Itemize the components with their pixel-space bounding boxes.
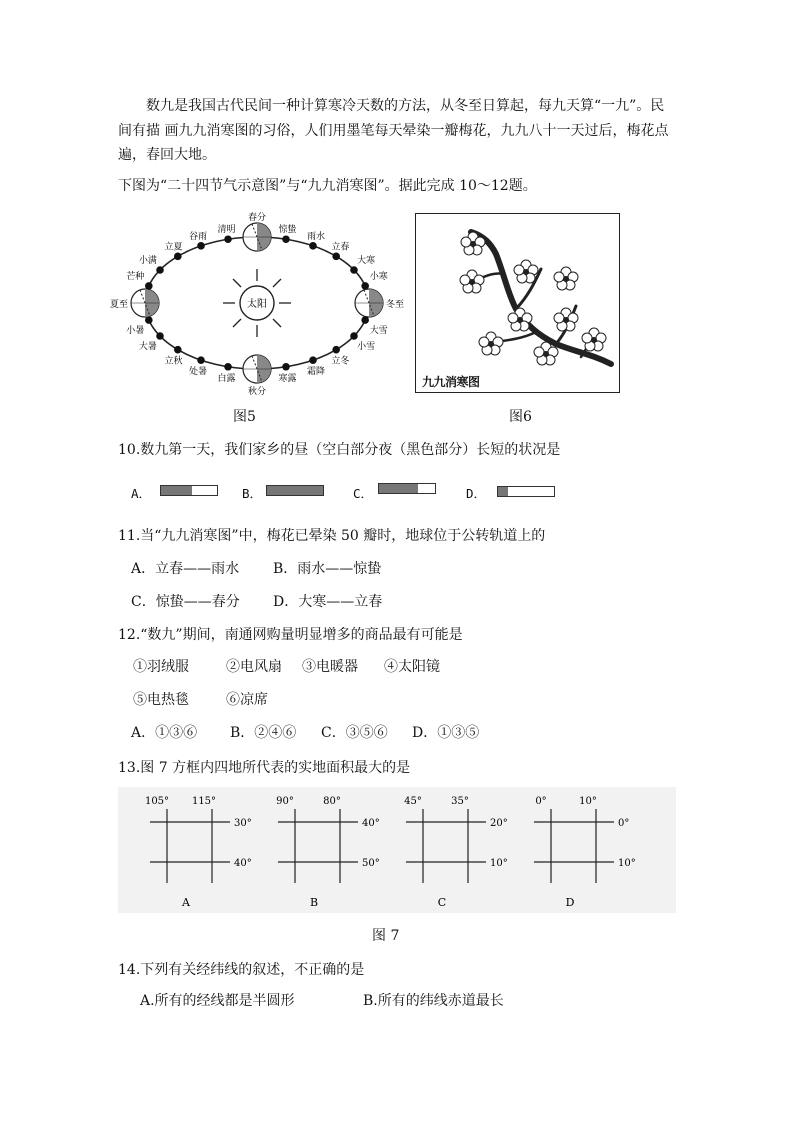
plum-blossom-branch-illustration xyxy=(416,214,619,392)
latitude-label: 40° xyxy=(362,818,380,829)
solar-term-label: 处暑 xyxy=(188,367,208,378)
q12-item-3: ③电暖器 xyxy=(302,659,358,675)
q12-item-4: ④太阳镜 xyxy=(384,659,440,675)
q14-option-b: B.所有的纬线赤道最长 xyxy=(363,993,504,1009)
earth-globe-icon xyxy=(355,289,383,317)
longitude-label: 0° xyxy=(535,796,547,807)
solar-term-point xyxy=(224,363,232,371)
q11-option-c: C．惊蛰——春分 xyxy=(131,594,240,610)
graticule-grid-c xyxy=(404,796,508,909)
solar-term-label: 清明 xyxy=(217,225,236,236)
figure-6-frame xyxy=(415,213,620,393)
grid-option-label: A xyxy=(182,896,190,909)
solar-term-point xyxy=(309,242,317,250)
solar-term-label: 谷雨 xyxy=(188,231,208,242)
longitude-label: 90° xyxy=(276,796,294,807)
solar-term-label: 惊蛰 xyxy=(278,225,297,236)
solar-term-point xyxy=(282,363,290,371)
q11-option-a: A．立春——雨水 xyxy=(131,561,240,577)
solar-term-label: 立夏 xyxy=(164,242,183,253)
earth-globe-icon xyxy=(243,223,271,251)
solar-term-point xyxy=(332,253,340,261)
q11-stem: 11.当“九九消寒图”中，梅花已晕染 50 瓣时，地球位于公转轨道上的 xyxy=(118,528,546,544)
latitude-label: 10° xyxy=(618,858,636,869)
solar-term-label: 小寒 xyxy=(369,271,388,282)
figure-7-caption: 图 7 xyxy=(372,928,400,944)
solar-term-label: 霜降 xyxy=(306,367,326,378)
grid-option-label: C xyxy=(437,896,447,909)
graticule-grid-a xyxy=(145,796,252,909)
solar-term-label: 小暑 xyxy=(126,326,145,337)
longitude-label: 80° xyxy=(323,796,341,807)
solar-term-label: 寒露 xyxy=(278,373,297,384)
solar-term-point xyxy=(332,346,340,354)
intro-paragraph: 数九是我国古代民间一种计算寒冷天数的方法，从冬至日算起，每九天算“一九”。民间有描 画九九消寒图的习俗，人们用墨笔每天晕染一瓣梅花，九九八十一天过后，梅花点遍，春回大地。 xyxy=(118,98,669,163)
q10-option-b-label: B． xyxy=(242,486,263,501)
solar-term-label: 夏至 xyxy=(109,300,128,310)
solar-term-point xyxy=(197,356,205,364)
q11-option-d: D．大寒——立春 xyxy=(273,594,383,610)
q10-option-a-bar xyxy=(160,485,218,496)
solar-term-point xyxy=(282,235,290,243)
solar-term-label: 大寒 xyxy=(357,256,376,266)
q11-option-b: B．雨水——惊蛰 xyxy=(273,561,382,577)
q12-option-b: B．②④⑥ xyxy=(230,725,297,741)
solar-term-point xyxy=(350,332,358,340)
grid-option-label: D xyxy=(565,896,575,909)
q12-stem: 12.“数九”期间，南通网购量明显增多的商品最有可能是 xyxy=(118,627,463,643)
solar-term-point xyxy=(224,235,232,243)
grid-option-label: B xyxy=(309,896,319,909)
solar-term-point xyxy=(350,266,358,274)
solar-term-point xyxy=(174,253,182,261)
solar-term-label: 秋分 xyxy=(247,387,267,397)
solar-term-point xyxy=(197,242,205,250)
longitude-label: 115° xyxy=(191,796,217,807)
q14-stem: 14.下列有关经纬线的叙述，不正确的是 xyxy=(118,962,365,978)
solar-term-label: 白露 xyxy=(217,373,236,384)
solar-term-label: 立秋 xyxy=(164,356,183,367)
solar-term-label: 春分 xyxy=(247,213,267,223)
solar-term-point xyxy=(145,282,153,290)
solar-term-label: 雨水 xyxy=(306,231,326,242)
latitude-label: 50° xyxy=(362,858,380,869)
latitude-label: 20° xyxy=(490,818,508,829)
latitude-label: 10° xyxy=(490,858,508,869)
latitude-label: 30° xyxy=(234,818,252,829)
q10-option-c-bar xyxy=(378,483,436,494)
solar-term-point xyxy=(309,356,317,364)
q12-item-5: ⑤电热毯 xyxy=(133,692,189,708)
figure-7-graticule-grids xyxy=(118,787,676,913)
solar-term-label: 冬至 xyxy=(386,300,405,310)
q12-option-c: C．③⑤⑥ xyxy=(321,725,388,741)
solar-term-label: 大暑 xyxy=(138,342,157,352)
solar-term-point xyxy=(174,346,182,354)
solar-term-point xyxy=(156,266,164,274)
graticule-grid-b xyxy=(276,796,380,909)
earth-globe-icon xyxy=(243,355,271,383)
longitude-label: 10° xyxy=(579,796,597,807)
q12-item-1: ①羽绒服 xyxy=(133,659,189,675)
q10-option-d-bar xyxy=(497,486,555,497)
figure-6-caption: 图6 xyxy=(509,409,532,425)
intro-instruction: 下图为“二十四节气示意图”与“九九消寒图”。据此完成 10～12题。 xyxy=(118,178,537,194)
solar-term-label: 小满 xyxy=(138,256,157,266)
graticule-grid-d xyxy=(534,796,636,909)
q10-option-c-label: C． xyxy=(353,486,374,501)
longitude-label: 35° xyxy=(451,796,469,807)
latitude-label: 40° xyxy=(234,858,252,869)
q10-option-b-bar xyxy=(266,485,324,496)
solar-term-label: 大雪 xyxy=(369,326,388,337)
solar-term-label: 芒种 xyxy=(126,271,145,282)
solar-term-label: 立春 xyxy=(331,242,350,253)
q12-item-6: ⑥凉席 xyxy=(226,692,268,708)
q12-item-2: ②电风扇 xyxy=(226,659,282,675)
q13-stem: 13.图 7 方框内四地所代表的实地面积最大的是 xyxy=(118,760,411,776)
figure-5-solar-terms-diagram xyxy=(109,208,405,408)
q10-option-d-label: D． xyxy=(466,486,487,501)
latitude-label: 0° xyxy=(618,818,630,829)
figure-5-caption: 图5 xyxy=(233,409,256,425)
figure-6-title: 九九消寒图 xyxy=(422,375,480,389)
solar-term-label: 小雪 xyxy=(357,342,376,352)
q14-option-a: A.所有的经线都是半圆形 xyxy=(140,993,295,1009)
sun-label: 太阳 xyxy=(247,299,267,310)
q10-option-a-label: A． xyxy=(131,486,152,501)
earth-globe-icon xyxy=(131,289,159,317)
solar-term-label: 立冬 xyxy=(331,356,350,367)
solar-term-point xyxy=(156,332,164,340)
q12-option-a: A．①③⑥ xyxy=(131,725,198,741)
longitude-label: 45° xyxy=(404,796,422,807)
longitude-label: 105° xyxy=(144,796,170,807)
q10-stem: 10.数九第一天，我们家乡的昼（空白部分夜（黑色部分）长短的状况是 xyxy=(118,442,561,458)
solar-term-point xyxy=(361,316,369,324)
q12-option-d: D．①③⑤ xyxy=(412,725,480,741)
